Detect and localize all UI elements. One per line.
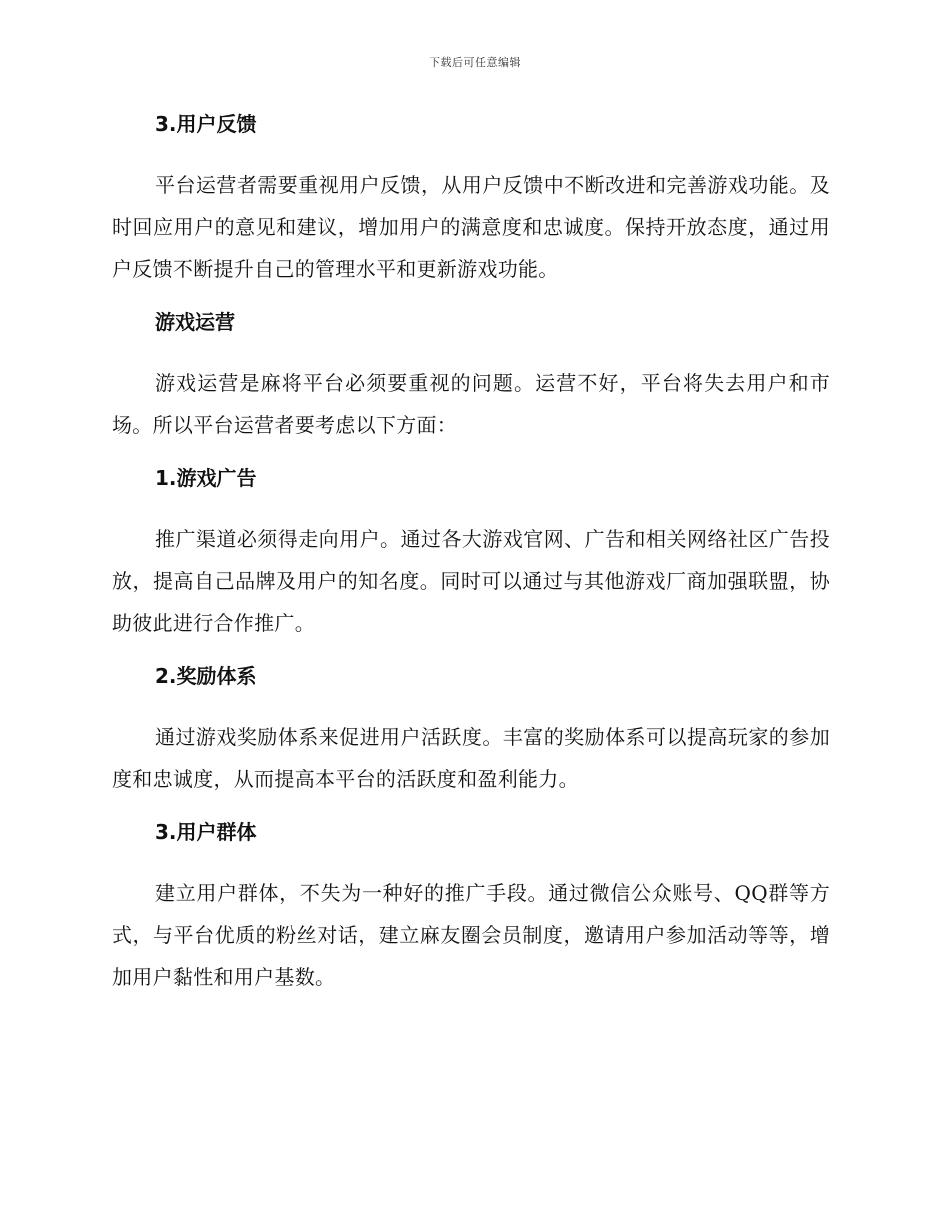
page-header: 下载后可任意编辑 <box>429 56 521 69</box>
section-paragraph-game-ads: 推广渠道必须得走向用户。通过各大游戏官网、广告和相关网络社区广告投放，提高自己品牌及用户的知名度。同时可以通过与其他游戏厂商加强联盟，协助彼此进行合作推广。 <box>112 527 830 635</box>
section-heading-user-groups: 3.用户群体 <box>155 820 257 844</box>
section-paragraph-reward-system: 通过游戏奖励体系来促进用户活跃度。丰富的奖励体系可以提高玩家的参加度和忠诚度，从而提高本平台的活跃度和盈利能力。 <box>112 725 830 791</box>
section-heading-game-ads: 1.游戏广告 <box>155 466 257 490</box>
document-body <box>112 110 830 1016</box>
section-heading-user-feedback: 3.用户反馈 <box>155 112 257 136</box>
section-heading-reward-system: 2.奖励体系 <box>155 664 257 688</box>
section-paragraph-user-groups: 建立用户群体，不失为一种好的推广手段。通过微信公众账号、QQ群等方式，与平台优质的粉丝对话，建立麻友圈会员制度，邀请用户参加活动等等，增加用户黏性和用户基数。 <box>112 881 830 989</box>
section-heading-game-operation: 游戏运营 <box>155 310 235 334</box>
section-paragraph-user-feedback: 平台运营者需要重视用户反馈，从用户反馈中不断改进和完善游戏功能。及时回应用户的意见和建议，增加用户的满意度和忠诚度。保持开放态度，通过用户反馈不断提升自己的管理水平和更新游戏功能。 <box>112 173 830 281</box>
section-paragraph-game-operation: 游戏运营是麻将平台必须要重视的问题。运营不好，平台将失去用户和市场。所以平台运营者要考虑以下方面： <box>112 371 830 437</box>
